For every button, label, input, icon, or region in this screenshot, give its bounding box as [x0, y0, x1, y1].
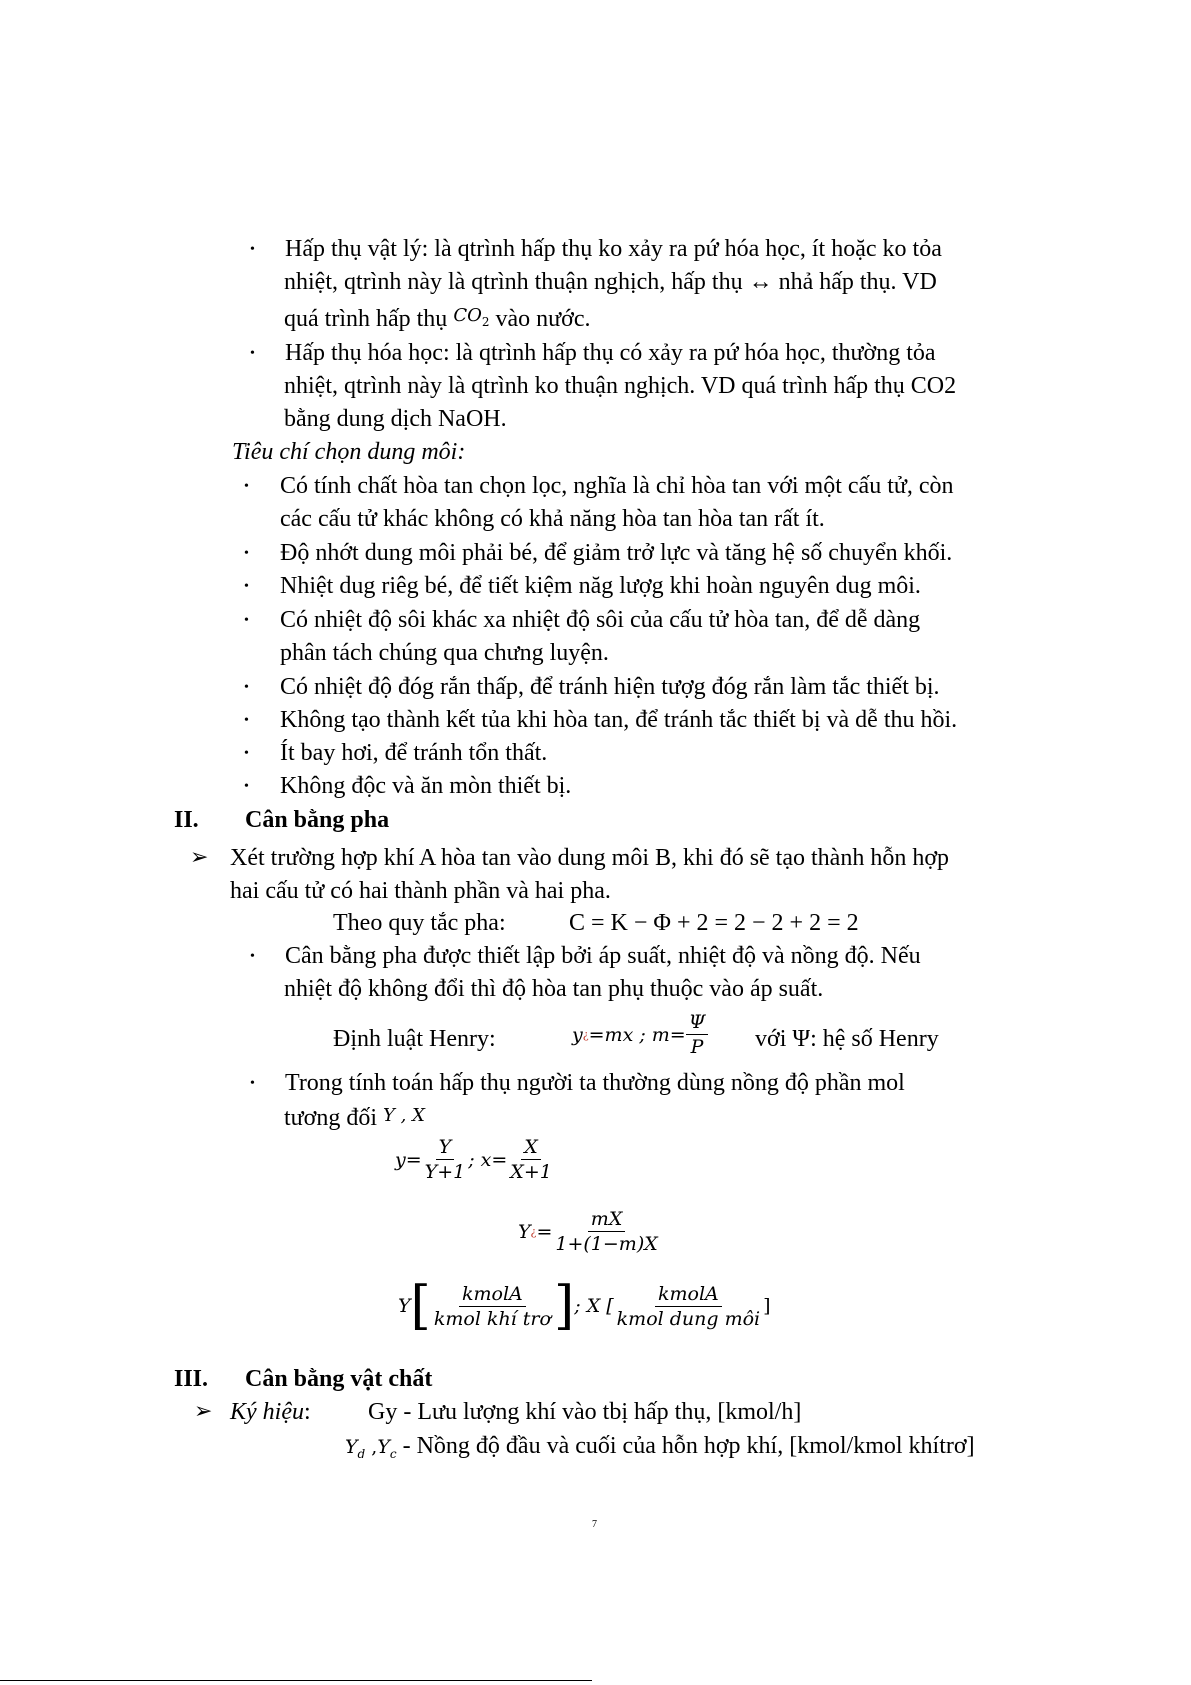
- phase-rule-formula: C = K − Φ + 2 = 2 − 2 + 2 = 2: [569, 910, 859, 936]
- section-2-intro-line2: hai cấu tử có hai thành phần và hai pha.: [230, 878, 611, 904]
- co2-formula: CO2: [453, 305, 490, 329]
- bullet: •: [250, 949, 255, 964]
- physical-absorption-line3: quá trình hấp thụ $^{CO_2}$ vào nước.: [284, 305, 591, 332]
- henry-formula: y ¿ =mx ; m= $\frac{\Psi}{P}$: [572, 1010, 708, 1059]
- arrow-bullet-icon: ➢: [190, 844, 209, 869]
- arrow-bullet-icon: ➢: [194, 1398, 213, 1423]
- mole-fraction-equation: y= $\frac{Y}{Y+1}$ ; x= $\frac{X}{X+1}$: [395, 1136, 552, 1183]
- bullet: •: [244, 613, 249, 628]
- physical-absorption-line1: Hấp thụ vật lý: là qtrình hấp thụ ko xảy ra pứ hóa học, ít hoặc ko tỏa: [285, 236, 942, 262]
- criteria-item: Ít bay hơi, để tránh tổn thất.: [280, 740, 548, 766]
- criteria-item: Độ nhớt dung môi phải bé, để giảm trở lực và tăng hệ số chuyển khối.: [280, 540, 953, 566]
- bullet: •: [244, 779, 249, 794]
- units-equation: Y [ $\frac{\text{kmolA}}{\text{kmol khí trơ}}$ ] ; X [ $\frac{\text{kmolA}}{\text{kmol dung môi}}$ ]: [398, 1276, 771, 1336]
- gy-definition: Gy - Lưu lượng khí vào tbị hấp thụ, [kmol/h]: [368, 1399, 802, 1425]
- criteria-item: Có tính chất hòa tan chọn lọc, nghĩa là chỉ hòa tan với một cấu tử, còn: [280, 473, 954, 499]
- bullet: •: [250, 346, 255, 361]
- section-2-intro-line1: Xét trường hợp khí A hòa tan vào dung môi B, khi đó sẽ tạo thành hỗn hợp: [230, 845, 950, 871]
- equilibrium-line2: nhiệt độ không đổi thì độ hòa tan phụ thuộc vào áp suất.: [284, 976, 824, 1002]
- section-3-number: III.: [174, 1366, 209, 1392]
- footer-divider: [0, 1680, 592, 1681]
- criteria-item-cont: các cấu tử khác không có khả năng hòa tan hòa tan rất ít.: [280, 506, 825, 532]
- henry-label: Định luật Henry:: [333, 1026, 496, 1052]
- relative-concentration-line1: Trong tính toán hấp thụ người ta thường dùng nồng độ phần mol: [285, 1070, 905, 1096]
- equilibrium-line1: Cân bằng pha được thiết lập bởi áp suất, nhiệt độ và nồng độ. Nếu: [285, 943, 921, 969]
- chemical-absorption-line1: Hấp thụ hóa học: là qtrình hấp thụ có xảy ra pứ hóa học, thường tỏa: [285, 340, 936, 366]
- section-2-title: Cân bằng pha: [245, 807, 390, 833]
- bullet: •: [244, 713, 249, 728]
- criteria-item: Có nhiệt độ đóg rắn thấp, để tránh hiện tượg đóg rắn làm tắc thiết bị.: [280, 674, 940, 700]
- criteria-item: Không độc và ăn mòn thiết bị.: [280, 773, 572, 799]
- bullet: •: [244, 479, 249, 494]
- criteria-item-cont: phân tách chúng qua chưng luyện.: [280, 640, 609, 666]
- yd-yc-definition: $Y_d$ $,Y_c$ - Nồng độ đầu và cuối của hỗn hợp khí, [kmol/kmol khítrơ]: [345, 1433, 975, 1461]
- section-3-title: Cân bằng vật chất: [245, 1366, 433, 1392]
- equilibrium-curve-equation: Y ¿ = $\frac{mX}{1+(1-m)X}$: [518, 1208, 658, 1255]
- bullet: •: [244, 746, 249, 761]
- henry-note: với Ψ: hệ số Henry: [755, 1026, 939, 1052]
- bullet: •: [244, 680, 249, 695]
- chemical-absorption-line2: nhiệt, qtrình này là qtrình ko thuận nghịch. VD quá trình hấp thụ CO2: [284, 373, 957, 399]
- relative-concentration-line2: tương đối Y , X: [284, 1105, 425, 1131]
- bullet: •: [244, 546, 249, 561]
- criteria-item: Có nhiệt độ sôi khác xa nhiệt độ sôi của cấu tử hòa tan, để dễ dàng: [280, 607, 921, 633]
- bullet: •: [244, 579, 249, 594]
- phase-rule-label: Theo quy tắc pha:: [333, 910, 506, 936]
- bullet: •: [250, 242, 255, 257]
- page-number: 7: [592, 1519, 597, 1530]
- physical-absorption-line2: nhiệt, qtrình này là qtrình thuận nghịch, hấp thụ ↔ nhả hấp thụ. VD: [284, 269, 937, 295]
- criteria-heading: Tiêu chí chọn dung môi:: [232, 439, 466, 465]
- symbol-label: Ký hiệu:: [230, 1399, 311, 1425]
- criteria-item: Nhiệt dug riêg bé, để tiết kiệm năg lượg khi hoàn nguyên dug môi.: [280, 573, 921, 599]
- section-2-number: II.: [174, 807, 199, 833]
- chemical-absorption-line3: bằng dung dịch NaOH.: [284, 406, 507, 432]
- bullet: •: [250, 1076, 255, 1091]
- criteria-item: Không tạo thành kết tủa khi hòa tan, để tránh tắc thiết bị và dễ thu hồi.: [280, 707, 958, 733]
